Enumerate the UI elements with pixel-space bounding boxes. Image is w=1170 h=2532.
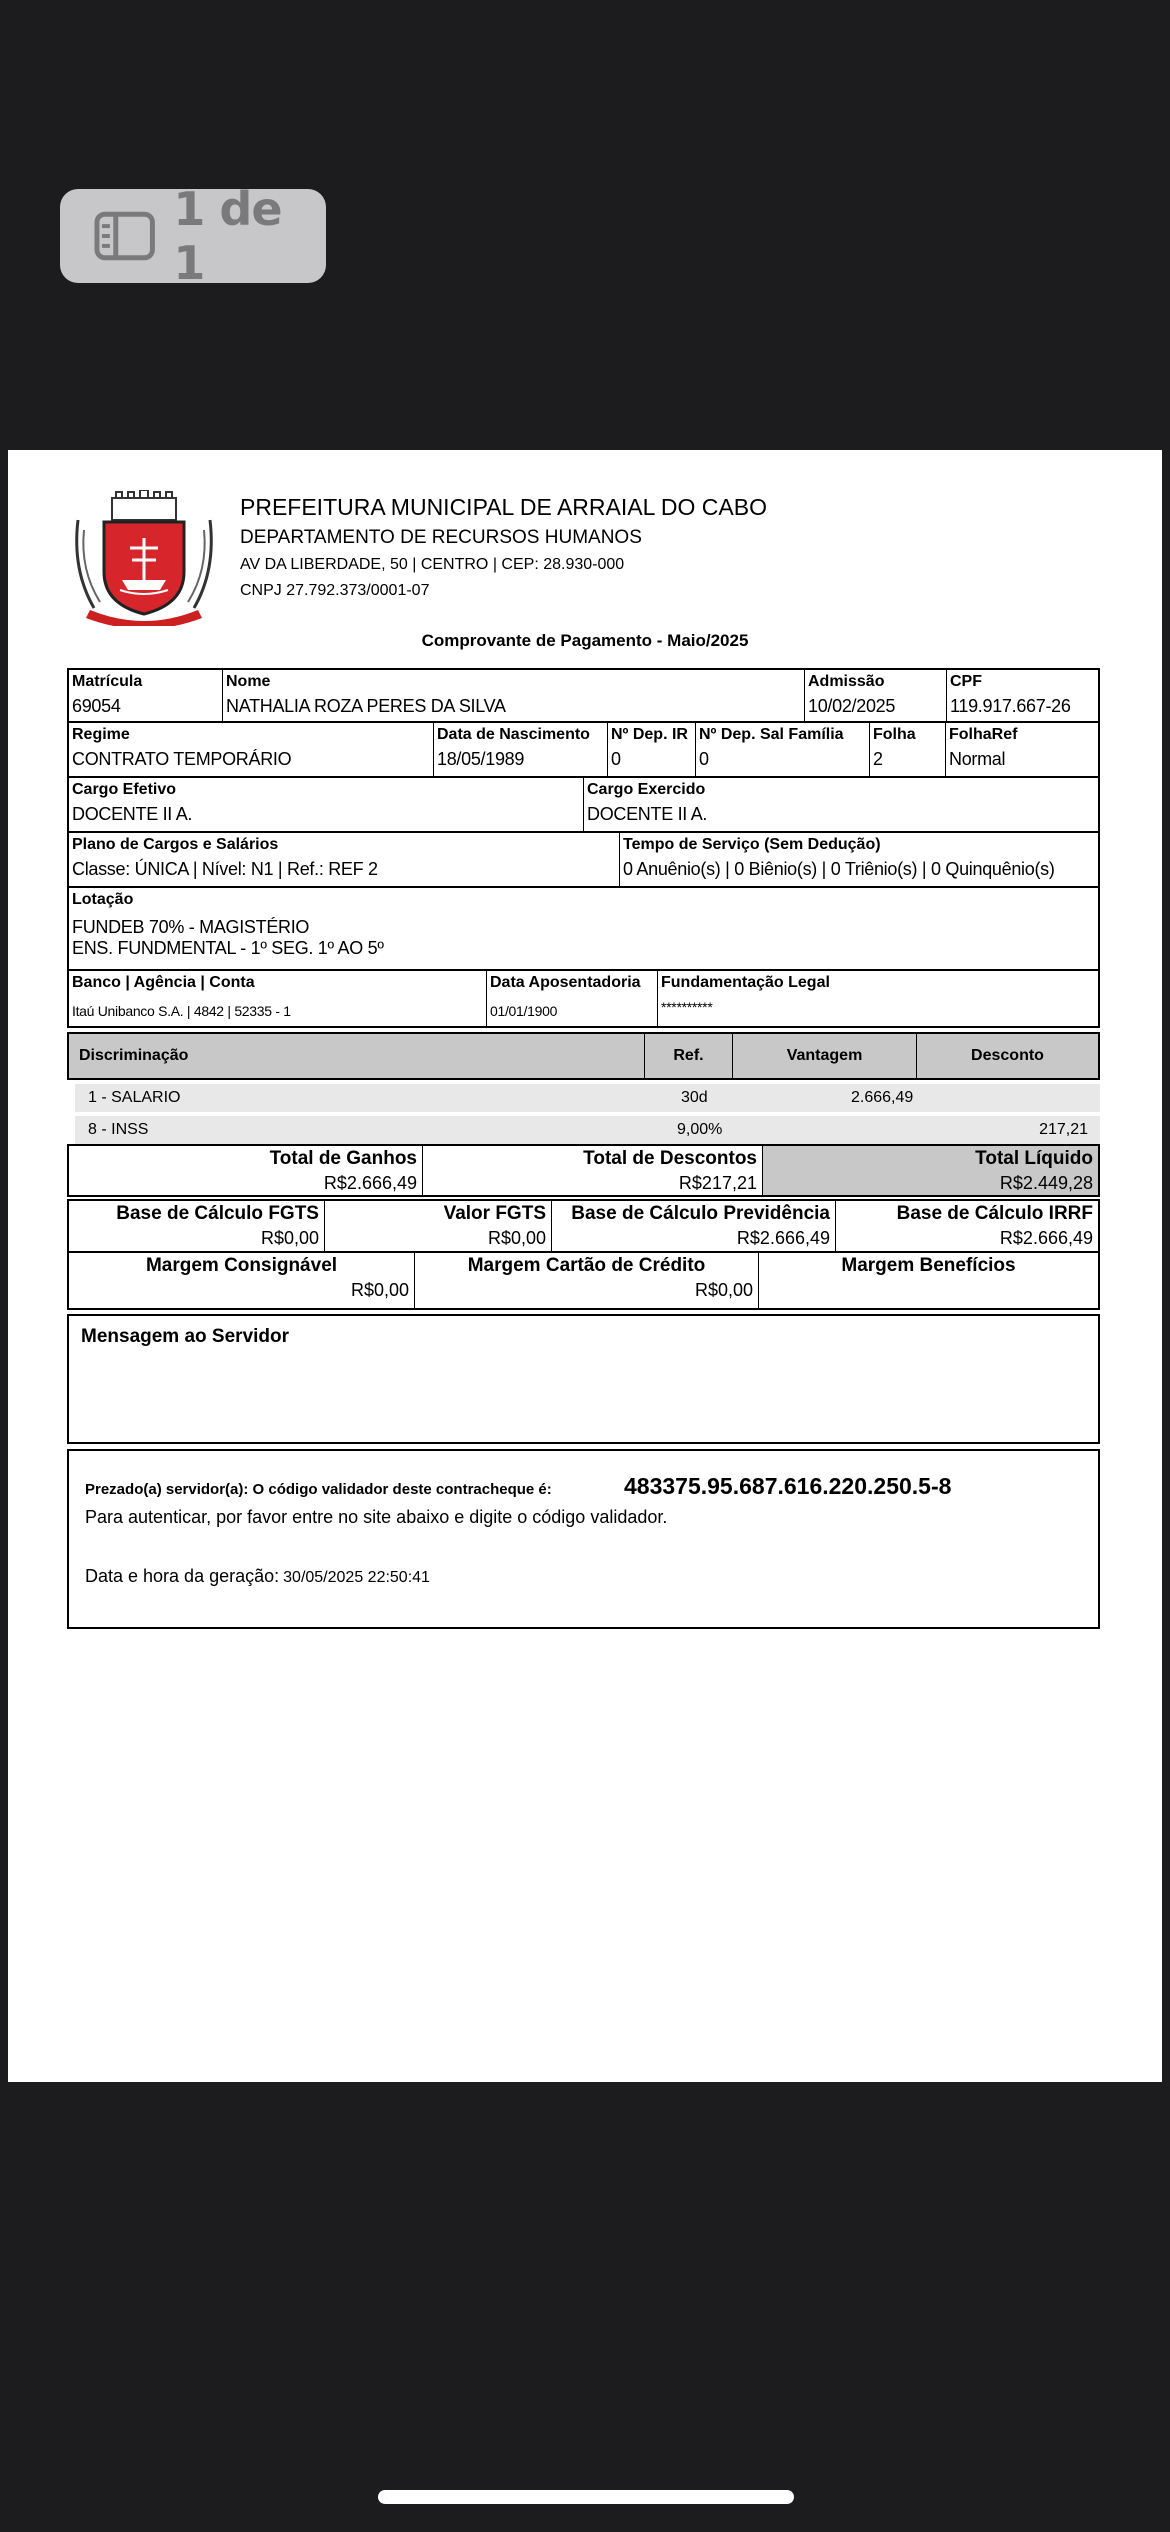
margem-consignavel-value: R$0,00 [350,1280,409,1300]
base-previdencia-value: R$2.666,49 [736,1228,830,1248]
banco-value: Itaú Unibanco S.A. | 4842 | 52335 - 1 [72,1003,291,1019]
page-indicator[interactable] [60,182,326,290]
admissao-value: 10/02/2025 [808,696,896,716]
base-irrf-label: Base de Cálculo IRRF [896,1203,1093,1224]
total-ganhos-label: Total de Ganhos [269,1148,417,1169]
page-indicator-text: 1 de 1 [173,182,282,290]
item-description: 1 - SALARIO [88,1089,181,1106]
vantagem-header-label: Vantagem [733,1034,917,1078]
total-ganhos-value: R$2.666,49 [323,1173,417,1193]
totals-row [67,1144,1100,1197]
base-fgts-label: Base de Cálculo FGTS [116,1203,319,1224]
row-regime [67,723,1100,778]
tempo-servico-label: Tempo de Serviço (Sem Dedução) [623,836,881,853]
cargo-exercido-value: DOCENTE II A. [587,804,708,824]
valor-fgts-value: R$0,00 [487,1228,546,1248]
home-indicator[interactable] [378,2490,794,2504]
header-cnpj: CNPJ 27.792.373/0001-07 [240,582,430,599]
item-vantagem: 2.666,49 [851,1089,914,1106]
dep-ir-value: 0 [611,749,621,769]
banco-label: Banco | Agência | Conta [72,974,255,991]
row-cargo [67,778,1100,833]
discriminacao-header [67,1032,1100,1080]
folha-value: 2 [873,749,883,769]
row-lotacao [67,888,1100,971]
message-box [67,1314,1100,1444]
regime-value: CONTRATO TEMPORÁRIO [72,749,292,769]
desconto-header-label: Desconto [971,1047,1044,1064]
margem-cartao-value: R$0,00 [694,1280,753,1300]
nascimento-value: 18/05/1989 [437,749,525,769]
row-plano [67,833,1100,888]
validation-intro-text: Prezado(a) servidor(a): O código validador deste contracheque é: [85,1481,552,1498]
aposentadoria-label: Data Aposentadoria [490,974,641,991]
dep-sal-value: 0 [699,749,709,769]
regime-label: Regime [72,726,130,743]
total-descontos-label: Total de Descontos [583,1148,757,1169]
generation-label: Data e hora da geração: [85,1566,280,1586]
dep-ir-label: Nº Dep. IR [611,726,688,743]
validation-instructions: Para autenticar, por favor entre no site abaixo e digite o código validador. [85,1507,668,1527]
cargo-efetivo-label: Cargo Efetivo [72,781,177,798]
header-address: AV DA LIBERDADE, 50 | CENTRO | CEP: 28.930-000 [240,556,625,573]
bases-row [67,1199,1100,1253]
item-description: 8 - INSS [88,1121,149,1138]
lotacao-value-2: ENS. FUNDMENTAL - 1º SEG. 1º AO 5º [72,938,384,958]
total-liquido-label: Total Líquido [975,1148,1093,1169]
validation-box [67,1449,1100,1629]
cpf-label: CPF [950,673,982,690]
cargo-exercido-label: Cargo Exercido [587,781,706,798]
base-fgts-value: R$0,00 [260,1228,319,1248]
message-title: Mensagem ao Servidor [81,1326,290,1347]
nome-value: NATHALIA ROZA PERES DA SILVA [226,696,506,716]
ref-header-label: Ref. [645,1034,733,1078]
generation-value: 30/05/2025 22:50:41 [283,1569,430,1586]
cpf-value: 119.917.667-26 [950,696,1071,716]
row-identification [67,668,1100,723]
disc-header-label: Discriminação [69,1034,645,1078]
base-irrf-value: R$2.666,49 [999,1228,1093,1248]
nome-label: Nome [226,673,271,690]
total-descontos-value: R$217,21 [678,1173,757,1193]
header-city-hall: PREFEITURA MUNICIPAL DE ARRAIAL DO CABO [240,494,767,520]
folha-label: Folha [873,726,916,743]
matricula-label: Matrícula [72,673,143,690]
valor-fgts-label: Valor FGTS [443,1203,546,1224]
plano-value: Classe: ÚNICA | Nível: N1 | Ref.: REF 2 [72,859,378,879]
document-title: Comprovante de Pagamento - Maio/2025 [421,631,749,650]
lotacao-value-1: FUNDEB 70% - MAGISTÉRIO [72,917,310,937]
lotacao-label: Lotação [72,891,134,908]
matricula-value: 69054 [72,696,121,716]
margem-consignavel-label: Margem Consignável [145,1255,338,1276]
margens-row [67,1253,1100,1310]
aposentadoria-value: 01/01/1900 [490,1003,558,1019]
nascimento-label: Data de Nascimento [437,726,590,743]
folharef-value: Normal [949,749,1006,769]
row-banco [67,971,1100,1028]
plano-label: Plano de Cargos e Salários [72,836,279,853]
tempo-servico-value: 0 Anuênio(s) | 0 Biênio(s) | 0 Triênio(s) | 0 Quinquênio(s) [623,859,1055,879]
total-liquido-value: R$2.449,28 [999,1173,1093,1193]
base-previdencia-label: Base de Cálculo Previdência [571,1203,830,1224]
list-item [75,1084,1100,1112]
fundamentacao-label: Fundamentação Legal [661,974,830,991]
payslip-document [8,450,1162,2082]
item-ref: 30d [681,1089,708,1106]
dep-sal-label: Nº Dep. Sal Família [699,726,844,743]
generation-datetime [85,1566,430,1587]
folharef-label: FolhaRef [949,726,1018,743]
cargo-efetivo-value: DOCENTE II A. [72,804,193,824]
item-desconto: 217,21 [1039,1121,1088,1138]
employee-info-grid [67,668,1100,1028]
admissao-label: Admissão [808,673,885,690]
fundamentacao-value: ********** [661,999,713,1015]
city-coat-of-arms-logo [70,490,218,626]
margem-beneficios-label: Margem Benefícios [841,1255,1016,1276]
item-ref: 9,00% [677,1121,723,1138]
header-department: DEPARTAMENTO DE RECURSOS HUMANOS [240,527,642,548]
validation-code: 483375.95.687.616.220.250.5-8 [624,1473,952,1499]
list-item [75,1116,1100,1144]
margem-cartao-label: Margem Cartão de Crédito [467,1255,706,1276]
sidebar-icon [94,211,155,261]
